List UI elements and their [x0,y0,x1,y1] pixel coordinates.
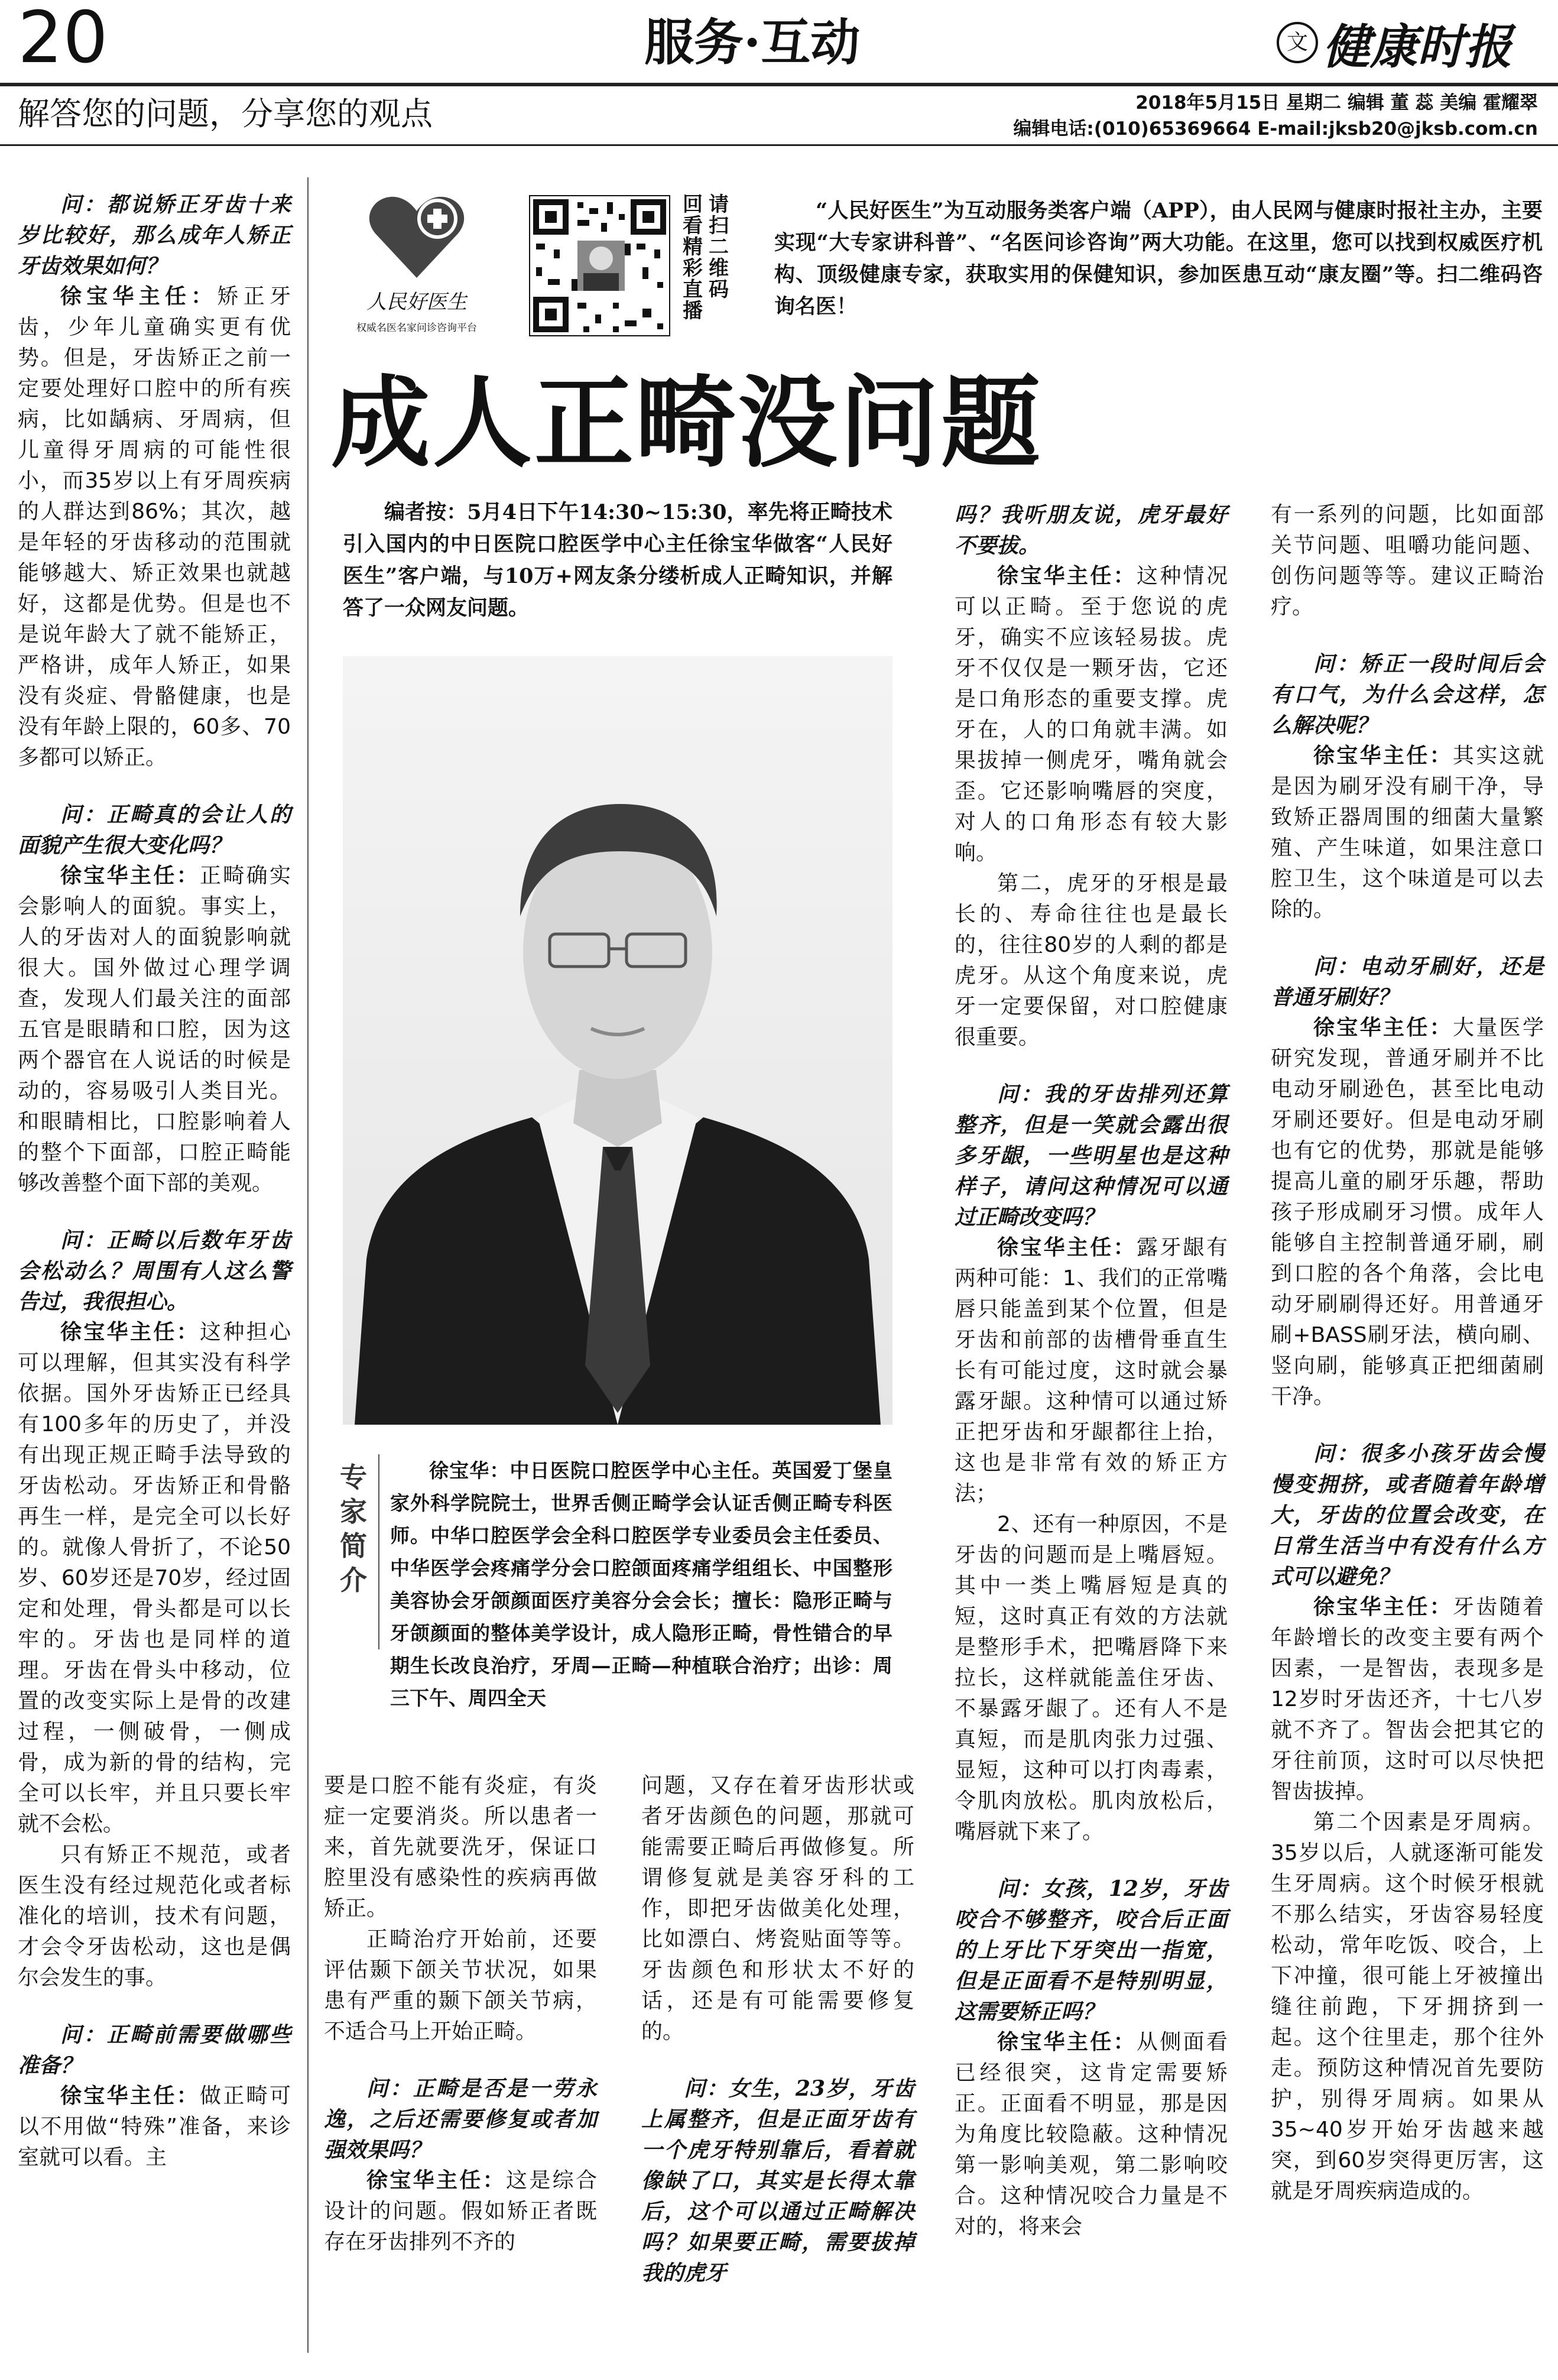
speaker-label: 徐宝华主任： [60,1320,200,1344]
body-paragraph [18,1840,291,1993]
question-paragraph [955,1873,1228,2027]
speaker-label: 徐宝华主任： [997,1236,1137,1260]
speaker-label: 徐宝华主任： [1313,744,1453,768]
speaker-label: 徐宝华主任： [60,864,200,888]
promo-text: “人民好医生”为互动服务类客户端（APP），由人民网与健康时报社主办，主要实现“大专家讲科普”、“名医问诊咨询”两大功能。在这里，您可以找到权威医疗机构、顶级健康专家，获取实用的保健知识，参加医患互动“康友圈”等。扫二维码咨询名医！ [774,199,1543,319]
question-paragraph [18,1225,291,1317]
column-divider-1 [307,177,309,2353]
speaker-label: 徐宝华主任： [60,284,218,309]
answer-paragraph [1271,741,1544,925]
expert-name: 徐宝华： [429,1459,510,1482]
qr-caption-scan: 请扫二维码 [709,193,729,301]
answer-text: 从侧面看已经很突，这肯定需要矫正。正面看不明显，那是因为角度比较隐蔽。这种情况第一影响美观，第二影响咬合。这种情况咬合力量是不对的，将来会 [955,2030,1228,2239]
paragraph-text: 有一系列的问题，比如面部关节问题、咀嚼功能问题、创伤问题等等。建议正畸治疗。 [1271,502,1544,619]
paragraph-text: 2、还有一种原因，不是牙齿的问题而是上嘴唇短。其中一类上嘴唇短是真的短，这时真正有效的方法就是整形手术，把嘴唇降下来拉长，这样就能盖住牙齿、不暴露牙龈了。还有人不是真短，而是肌肉张力过强、显短，这种可以打肉毒素，令肌肉放松。肌肉放松后，嘴唇就下来了。 [955,1512,1228,1844]
answer-paragraph [324,2165,597,2258]
tagline: 解答您的问题，分享您的观点 [18,95,433,132]
question-text: 问：都说矫正牙齿十来岁比较好，那么成年人矫正牙齿效果如何？ [18,192,291,278]
question-text: 问：正畸前需要做哪些准备？ [18,2022,291,2078]
column-4 [955,500,1228,2242]
expert-clinic-label: 出诊： [812,1654,874,1677]
app-logo-text: 人民好医生 [366,290,467,314]
column-1 [18,189,291,2173]
section-title: 服务·互动 [644,13,861,72]
answer-paragraph [955,561,1228,868]
paragraph-text: 正畸治疗开始前，还要评估颞下颌关节状况，如果患有严重的颞下颌关节病，不适合马上开始正畸。 [324,1927,597,2044]
speaker-label: 徐宝华主任： [997,2030,1137,2054]
page-number: 20 [18,0,108,79]
body-paragraph [324,1771,597,1924]
answer-text: 这是综合设计的问题。假如矫正者既存在牙齿排列不齐的 [324,2168,597,2254]
answer-paragraph [18,861,291,1199]
question-text: 问：正畸以后数年牙齿会松动么？周围有人这么警告过，我很担心。 [18,1228,291,1314]
masthead-name: 健康时报 [1323,18,1512,74]
question-text: 问：很多小孩牙齿会慢慢变拥挤，或者随着年龄增大，牙齿的位置会改变，在日常生活当中有没有什么方式可以避免？ [1271,1441,1544,1589]
expert-skill: 隐形正畸与牙颌颜面的整体美学设计，成人隐形正畸，骨性错合的早期生长改良治疗，牙周—正畸—种植联合治疗； [390,1589,893,1677]
masthead-seal: 文 [1277,22,1318,63]
answer-paragraph [955,1233,1228,1509]
question-text: 问：女生，23岁，牙齿上属整齐，但是正面牙齿有一个虎牙特别靠后，看着就像缺了口，其实是长得太靠后，这个可以通过正畸解决吗？如果要正畸，需要拔掉我的虎牙 [641,2076,914,2285]
question-text: 吗？我听朋友说，虎牙最好不要拔。 [955,502,1228,558]
question-text: 问：电动牙刷好，还是普通牙刷好？ [1271,954,1544,1010]
heart-cross-icon [366,192,467,281]
speaker-label: 徐宝华主任： [366,2168,506,2193]
answer-text: 其实这就是因为刷牙没有刷干净，导致矫正器周围的细菌大量繁殖、产生味道，如果注意口腔卫生，这个味道是可以去除的。 [1271,744,1544,922]
answer-text: 露牙龈有两种可能：1、我们的正常嘴唇只能盖到某个位置，但是牙齿和前部的齿槽骨垂直生长有可能过度，这时就会暴露牙龈。这种情可以通过矫正把牙齿和牙龈都往上抬，这也是非常有效的矫正方法； [955,1236,1228,1506]
qr-pattern-icon [530,196,669,335]
body-paragraph [324,1924,597,2047]
answer-text: 正畸确实会影响人的面貌。事实上，人的牙齿对人的面貌影响就很大。国外做过心理学调查，发现人们最关注的面部五官是眼睛和口腔，因为这两个器官在人说话的时候是动的，容易吸引人类目光。和眼睛相比，口腔影响着人的整个下面部，口腔正畸能够改善整个面下部的美观。 [18,864,291,1195]
paragraph-text: 第二个因素是牙周病。35岁以后，人就逐渐可能发生牙周病。这个时候牙根就不那么结实，牙齿容易轻度松动，常年吃饭、咬合，上下冲撞，很可能上牙被撞出缝往前跑，下牙拥挤到一起。这个往里走，那个往外走。预防这种情况首先要防护，别得牙周病。如果从35~40岁开始牙齿越来越突，到60岁突得更厉害，这就是牙周疾病造成的。 [1271,1810,1544,2203]
speaker-label: 徐宝华主任： [1313,1016,1453,1040]
speaker-label: 徐宝华主任： [1313,1595,1453,1619]
expert-skill-label: 擅长： [731,1589,793,1612]
answer-paragraph [18,2081,291,2173]
expert-bio-text: 中日医院口腔医学中心主任。英国爱丁堡皇家外科学院院士，世界舌侧正畸学会认证舌侧正畸专科医师。中华口腔医学会全科口腔医学专业委员会主任委员、中华医学会疼痛学分会口腔颌面疼痛学组组长、中国整形美容协会牙颌颜面医疗美容分会会长； [390,1459,893,1612]
column-2 [324,1771,597,2258]
answer-paragraph [18,281,291,773]
qr-caption-rewatch: 回看精彩直播 [683,193,703,323]
answer-text: 牙齿随着年龄增长的改变主要有两个因素，一是智齿，表现多是12岁时牙齿还齐，十七八岁就不齐了。智齿会把其它的牙往前顶，这时可以尽快把智齿拔掉。 [1271,1595,1544,1804]
paragraph-text: 只有矫正不规范，或者医生没有经过规范化或者标准化的培训，技术有问题，才会令牙齿松动，这也是偶尔会发生的事。 [18,1843,291,1990]
question-paragraph [18,2019,291,2081]
answer-text: 矫正牙齿，少年儿童确实更有优势。但是，牙齿矫正之前一定要处理好口腔中的所有疾病，比如龋病、牙周病，但儿童得牙周病的可能性很小，而35岁以上有牙周疾病的人群达到86%；其次，越是年轻的牙齿移动的范围就能够越大、矫正效果也就越好，这都是优势。但是也不是说年龄大了就不能矫正，严格讲，成年人矫正，如果没有炎症、骨骼健康，也是没有年龄上限的，60多、70多都可以矫正。 [18,284,291,770]
question-text: 问：矫正一段时间后会有口气，为什么会这样，怎么解决呢？ [1271,651,1544,738]
answer-paragraph [955,2027,1228,2242]
question-paragraph [1271,1438,1544,1592]
answer-paragraph [18,1317,291,1840]
editor-note-text: 5月4日下午14:30~15:30，率先将正畸技术引入国内的中日医院口腔医学中心主任徐宝华做客“人民好医生”客户端，与10万+网友条分缕析成人正畸知识，并解答了一众网友问题。 [343,500,892,620]
paragraph-text: 要是口腔不能有炎症，有炎症一定要消炎。所以患者一来，首先就要洗牙，保证口腔里没有感染性的疾病再做矫正。 [324,1773,597,1921]
question-paragraph [18,189,291,281]
answer-text: 做正畸可以不用做“特殊”准备，来诊室就可以看。主 [18,2084,291,2170]
answer-text: 这种担心可以理解，但其实没有科学依据。国外牙齿矫正已经具有100多年的历史了，并没有出现正规正畸手法导致的牙齿松动。牙齿矫正和骨骼再生一样，是完全可以长好的。就像人骨折了，不论50岁、60岁还是70岁，经过固定和处理，骨头都是可以长牢的。牙齿也是同样的道理。牙齿在骨头中移动，位置的改变实际上是骨的改建过程，一侧破骨，一侧成骨，成为新的骨的结构，完全可以长牢，并且只要长牢就不会松。 [18,1320,291,1836]
question-text: 问：正畸真的会让人的面貌产生很大变化吗？ [18,802,291,858]
date-line: 2018年5月15日 星期二 编辑 董 蕊 美编 霍耀翠 [1135,92,1538,114]
header-rule [0,83,1558,86]
header-rule-2 [0,144,1558,146]
body-paragraph [1271,1807,1544,2207]
editor-note [343,497,892,624]
headline: 成人正畸没问题 [331,364,1043,481]
contact-line: 编辑电话:(010)65369664 E-mail:jksb20@jksb.com.cn [1013,118,1538,140]
app-logo [355,192,479,334]
paragraph-text: 问题，又存在着牙齿形状或者牙齿颜色的问题，那就可能需要正畸后再做修复。所谓修复就是美容牙科的工作，即把牙齿做美化处理，比如漂白、烤瓷贴面等等。牙齿颜色和形状太不好的话，还是有可能需要修复的。 [641,1773,914,2044]
answer-paragraph [1271,1592,1544,1807]
masthead [1277,13,1512,72]
qr-caption [683,194,736,322]
editor-note-label: 编者按： [384,500,468,524]
expert-clinic: 周三下午、周四全天 [390,1654,893,1710]
question-paragraph [324,2073,597,2165]
qr-code[interactable] [529,195,670,336]
answer-text: 大量医学研究发现，普通牙刷并不比电动牙刷逊色，甚至比电动牙刷还要好。但是电动牙刷也有它的优势，那就是能够提高儿童的刷牙乐趣，帮助孩子形成刷牙习惯。成年人能够自主控制普通牙刷，刷到口腔的各个角落，会比电动牙刷刷得还好。用普通牙刷+BASS刷牙法，横向刷、竖向刷，能够真正把细菌刷干净。 [1271,1016,1544,1409]
question-text: 问：正畸是否是一劳永逸，之后还需要修复或者加强效果吗？ [324,2076,597,2162]
question-text: 问：女孩，12岁，牙齿咬合不够整齐，咬合后正面的上牙比下牙突出一指宽，但是正面看不是特别明显，这需要矫正吗？ [955,1876,1228,2024]
question-text: 问：我的牙齿排列还算整齐，但是一笑就会露出很多牙龈，一些明星也是这种样子，请问这种情况可以通过正畸改变吗？ [955,1082,1228,1230]
body-paragraph [641,1771,914,2047]
expert-portrait [343,656,892,1425]
question-paragraph [1271,951,1544,1013]
column-3 [641,1771,914,2288]
body-paragraph [955,868,1228,1053]
question-paragraph [1271,648,1544,741]
app-logo-sub: 权威名医名家问诊咨询平台 [356,322,477,334]
body-paragraph [1271,500,1544,622]
expert-label: 专家简介 [340,1461,367,1596]
question-paragraph [955,500,1228,561]
question-paragraph [641,2073,914,2288]
expert-bio [390,1454,892,1714]
answer-paragraph [1271,1013,1544,1412]
answer-text: 这种情况可以正畸。至于您说的虎牙，确实不应该轻易拔。虎牙不仅仅是一颗牙齿，它还是口角形态的重要支撑。虎牙在，人的口角就丰满。如果拔掉一侧虎牙，嘴角就会歪。它还影响嘴唇的突度，对人的口角形态有较大影响。 [955,564,1228,865]
question-paragraph [18,799,291,861]
body-paragraph [955,1509,1228,1847]
speaker-label: 徐宝华主任： [60,2084,200,2108]
expert-label-divider [378,1454,379,1649]
paragraph-text: 第二，虎牙的牙根是最长的、寿命往往也是最长的，往往80岁的人剩的都是虎牙。从这个角度来说，虎牙一定要保留，对口腔健康很重要。 [955,871,1228,1049]
speaker-label: 徐宝华主任： [997,564,1137,588]
question-paragraph [955,1079,1228,1233]
column-5 [1271,500,1544,2207]
